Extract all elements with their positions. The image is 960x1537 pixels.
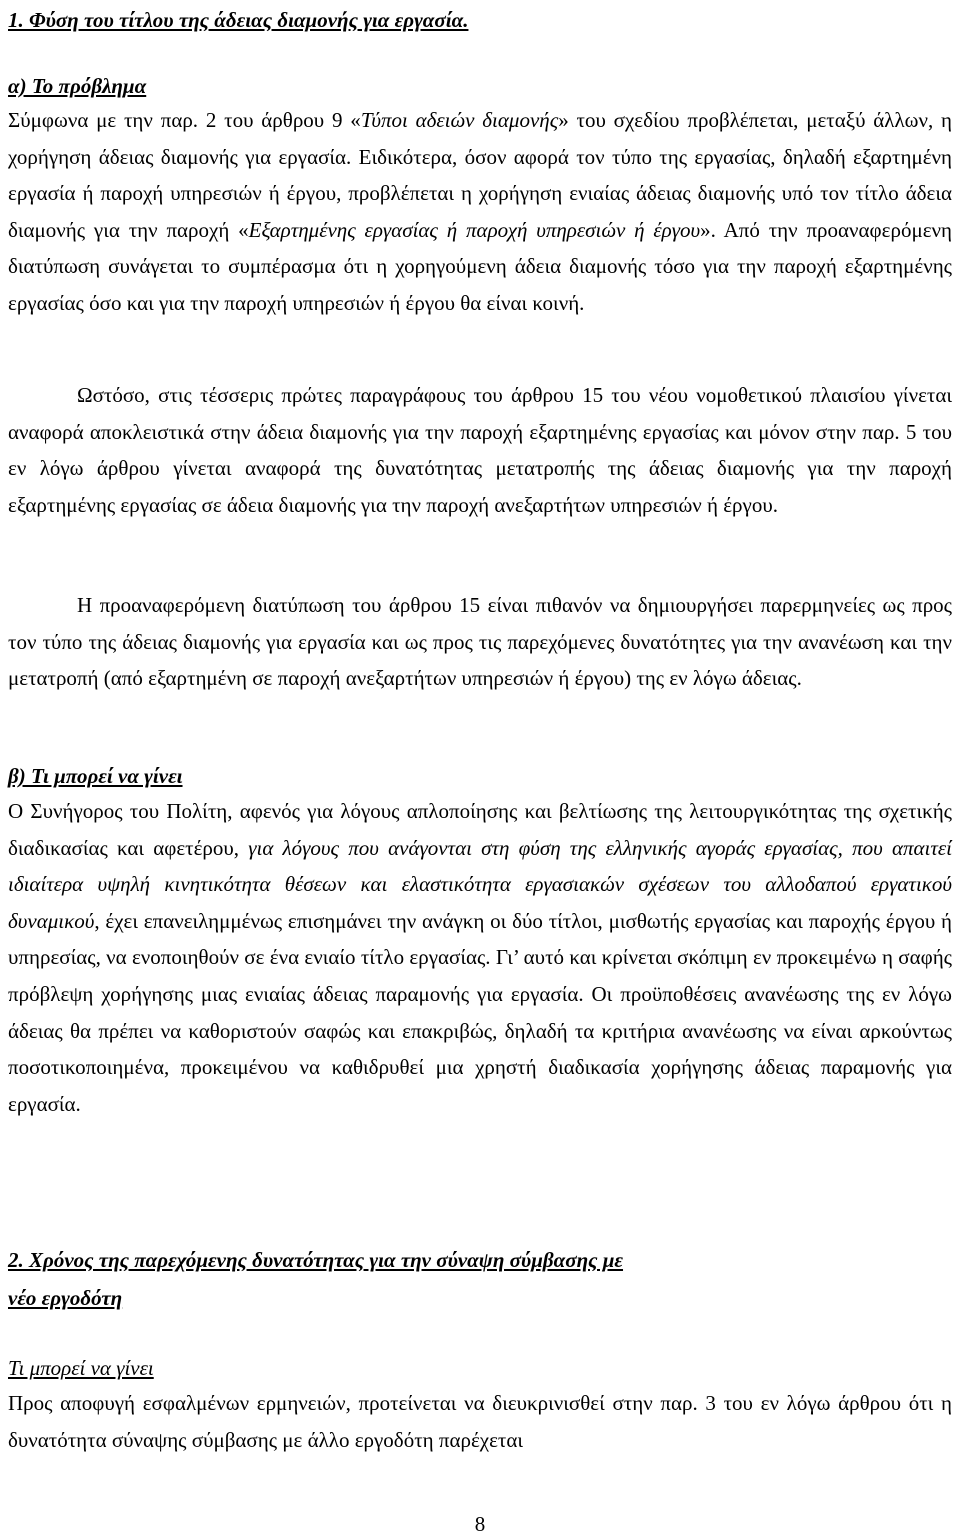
paragraph-text: » του σχεδίου προβλέπεται, μεταξύ άλλων, η χορήγηση άδειας διαμονής για εργασία. Ειδικότερα, όσον αφορά τον τύπο της εργασίας, δηλαδή εξαρτημένη εργασία ή παροχή υπηρεσιών ή έργου, προβλέπεται η χορήγηση ενιαίας άδειας διαμονής υπό τον τίτλο άδεια διαμονής για την παροχή « [8,108,952,242]
paragraph-text: Σύμφωνα με την παρ. 2 του άρθρου 9 « [8,108,361,132]
paragraph-text: ». Από την προαναφερόμενη διατύπωση συνάγεται το συμπέρασμα ότι η χορηγούμενη άδεια διαμονής τόσο για την παροχή εξαρτημένης εργασίας όσο και για την παροχή υπηρεσιών ή έργου θα είναι κοινή. [8,217,952,315]
subsection-a-title: α) Το πρόβλημα [8,74,147,98]
section-1-title: 1. Φύση του τίτλου της άδειας διαμονής για εργασία. [8,8,469,32]
quoted-article-title: Τύποι αδειών διαμονής [360,108,559,132]
subsection-b-title: β) Τι μπορεί να γίνει [8,764,183,788]
section-2-title-line-1: 2. Χρόνος της παρεχόμενης δυνατότητας για την σύναψη σύμβασης με [8,1248,624,1272]
italic-reasoning: για λόγους που ανάγονται στη φύση της ελληνικής αγοράς εργασίας, που απαιτεί ιδιαίτερα υψηλή κινητικότητα θέσεων και ελαστικότητα εργασιακών σχέσεων του αλλοδαπού εργατικού δυναμικού [8,835,952,933]
paragraph-solution [8,793,952,1122]
quoted-permit-title: Εξαρτημένης εργασίας ή παροχή υπηρεσιών ή έργου [248,217,701,242]
paragraph-text: , έχει επανειλημμένως επισημάνει την ανάγκη οι δύο τίτλοι, μισθωτής εργασίας και παροχής έργου ή υπηρεσίας, να ενοποιηθούν σε ένα ενιαίο τίτλο εργασίας. Γι’ αυτό και κρίνεται σκόπιμη εν προκειμένω η σαφής πρόβλεψη χορήγησης μιας ενιαίας άδειας παραμονής για εργασία. Οι προϋποθέσεις ανανέωσης της εν λόγω άδειας θα πρέπει να καθοριστούν σαφώς και επακριβώς, δηλαδή τα κριτήρια ανανέωσης να είναι αρκούντως ποσοτικοποιημένα, προκειμένου να καθιδρυθεί μια χρηστή διαδικασία χορήγησης άδειας παραμονής για εργασία. [8,908,952,1116]
page-number: 8 [474,1512,486,1536]
paragraph-problem-1 [8,102,952,322]
paragraph-problem-2: Ωστόσο, στις τέσσερις πρώτες παραγράφους του άρθρου 15 του νέου νομοθετικού πλαισίου γίνεται αναφορά αποκλειστικά στην άδεια διαμονής για την παροχή εξαρτημένης εργασίας και μόνον στην παρ. 5 του εν λόγω άρθρου γίνεται αναφορά της δυνατότητας μετατροπής της άδειας διαμονής για την παροχή εξαρτημένης εργασίας σε άδεια διαμονής για την παροχή ανεξαρτήτων υπηρεσιών ή έργου. [8,383,952,517]
paragraph-section-2: Προς αποφυγή εσφαλμένων ερμηνειών, προτείνεται να διευκρινισθεί στην παρ. 3 του εν λόγω άρθρου ότι η δυνατότητα σύναψης σύμβασης με άλλο εργοδότη παρέχεται [8,1391,952,1452]
section-2-subtitle: Τι μπορεί να γίνει [8,1356,154,1380]
section-2-title-line-2: νέο εργοδότη [8,1286,123,1310]
paragraph-text: Ο Συνήγορος του Πολίτη, αφενός για λόγους απλοποίησης και βελτίωσης της λειτουργικότητας της σχετικής διαδικασίας και αφετέρου, [8,799,952,860]
document-page [8,0,952,1537]
paragraph-problem-3: Η προαναφερόμενη διατύπωση του άρθρου 15 είναι πιθανόν να δημιουργήσει παρερμηνείες ως προς τον τύπο της άδειας διαμονής για εργασία και ως προς τις παρεχόμενες δυνατότητες για την ανανέωση και την μετατροπή (από εξαρτημένη σε παροχή ανεξαρτήτων υπηρεσιών ή έργου) της εν λόγω άδειας. [8,593,952,691]
